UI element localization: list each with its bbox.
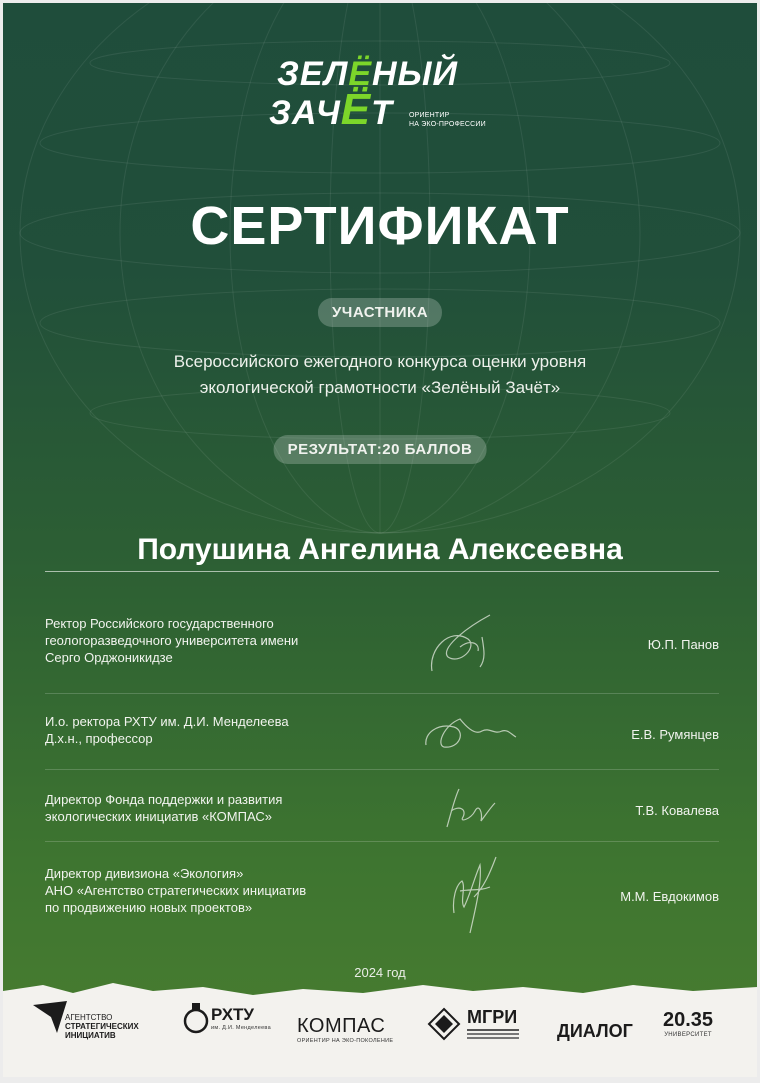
logo-text: ЗЕЛ bbox=[277, 55, 349, 93]
asi-text: ИНИЦИАТИВ bbox=[65, 1031, 116, 1040]
logo-accent-letter: Ё bbox=[348, 55, 372, 93]
result-value: 20 bbox=[382, 441, 400, 458]
logo-text: Т bbox=[371, 94, 393, 132]
signatory-role bbox=[45, 615, 375, 666]
contest-line: Всероссийского ежегодного конкурса оценки уровня bbox=[173, 352, 587, 371]
role-line: геологоразведочного университета имени bbox=[45, 633, 299, 648]
asi-logo bbox=[31, 999, 161, 1049]
signature-image bbox=[437, 783, 507, 839]
rhtu-subtext: им. Д.И. Менделеева bbox=[211, 1025, 271, 1031]
contest-line: экологической грамотности «Зелёный Зачёт» bbox=[199, 378, 561, 397]
u2035-text: 20.35 bbox=[663, 1009, 714, 1031]
rhtu-logo bbox=[183, 999, 273, 1049]
logo-tagline bbox=[409, 111, 486, 129]
role-line: Директор дивизиона «Экология» bbox=[45, 866, 244, 881]
kompas-logo bbox=[297, 1015, 393, 1044]
logo-text: НЫЙ bbox=[372, 55, 459, 93]
signatory-name: Е.В. Румянцев bbox=[631, 727, 719, 742]
certificate bbox=[3, 3, 757, 1077]
flask-icon bbox=[183, 1001, 209, 1035]
dialog-logo bbox=[557, 1021, 633, 1042]
name-underline bbox=[45, 571, 719, 572]
mgri-logo bbox=[427, 1005, 537, 1055]
mgri-text: МГРИ bbox=[467, 1007, 518, 1027]
university-2035-logo bbox=[663, 1009, 713, 1038]
signatory-role bbox=[45, 713, 375, 747]
asi-text: СТРАТЕГИЧЕСКИХ bbox=[65, 1022, 139, 1031]
role-line: по продвижению новых проектов» bbox=[45, 900, 253, 915]
logo-accent-letter: Ё bbox=[340, 85, 372, 134]
dialog-text: ДИАЛОГ bbox=[557, 1021, 633, 1041]
participant-badge: УЧАСТНИКА bbox=[318, 298, 442, 327]
mgri-fineprint bbox=[467, 1029, 519, 1039]
result-label: РЕЗУЛЬТАТ: bbox=[287, 441, 383, 458]
result-badge bbox=[274, 435, 487, 464]
role-line: Серго Орджоникидзе bbox=[45, 650, 173, 665]
role-line: Д.х.н., профессор bbox=[45, 731, 153, 746]
role-line: Ректор Российского государственного bbox=[45, 616, 274, 631]
certificate-year: 2024 год bbox=[354, 965, 406, 980]
signatory-row bbox=[45, 777, 719, 842]
role-line: экологических инициатив «КОМПАС» bbox=[45, 809, 272, 824]
signature-image bbox=[420, 609, 520, 681]
signature-image bbox=[420, 705, 520, 761]
logo-text: ЗАЧ bbox=[269, 94, 341, 132]
signatory-name: Т.В. Ковалева bbox=[635, 803, 719, 818]
contest-description bbox=[3, 349, 757, 401]
recipient-name: Полушина Ангелина Алексеевна bbox=[137, 533, 623, 566]
role-line: И.о. ректора РХТУ им. Д.И. Менделеева bbox=[45, 714, 289, 729]
role-line: Директор Фонда поддержки и развития bbox=[45, 792, 283, 807]
zeleny-zachet-logo bbox=[269, 53, 509, 138]
result-unit: БАЛЛОВ bbox=[404, 441, 473, 458]
signatory-role bbox=[45, 791, 375, 825]
logo-line-2 bbox=[269, 85, 393, 134]
partner-logos-band bbox=[3, 981, 757, 1077]
signature-image bbox=[440, 851, 510, 937]
asi-text: АГЕНТСТВО bbox=[65, 1013, 113, 1022]
signatory-name: Ю.П. Панов bbox=[647, 637, 719, 652]
signatory-role bbox=[45, 865, 375, 916]
certificate-title: СЕРТИФИКАТ bbox=[190, 196, 570, 256]
signatory-row bbox=[45, 615, 719, 694]
logo-tagline-line: НА ЭКО-ПРОФЕССИИ bbox=[409, 121, 486, 128]
logo-tagline-line: ОРИЕНТИР bbox=[409, 112, 450, 119]
signatory-name: М.М. Евдокимов bbox=[620, 889, 719, 904]
mgri-emblem-icon bbox=[427, 1007, 461, 1041]
signatory-row bbox=[45, 849, 719, 941]
kompas-text: КОМПАС bbox=[297, 1015, 386, 1037]
u2035-subtext: УНИВЕРСИТЕТ bbox=[664, 1032, 712, 1038]
role-line: АНО «Агентство стратегических инициатив bbox=[45, 883, 307, 898]
kompas-subtext: ОРИЕНТИР НА ЭКО-ПОКОЛЕНИЕ bbox=[297, 1038, 394, 1044]
rhtu-text: РХТУ bbox=[211, 1005, 254, 1024]
signatory-row bbox=[45, 701, 719, 770]
